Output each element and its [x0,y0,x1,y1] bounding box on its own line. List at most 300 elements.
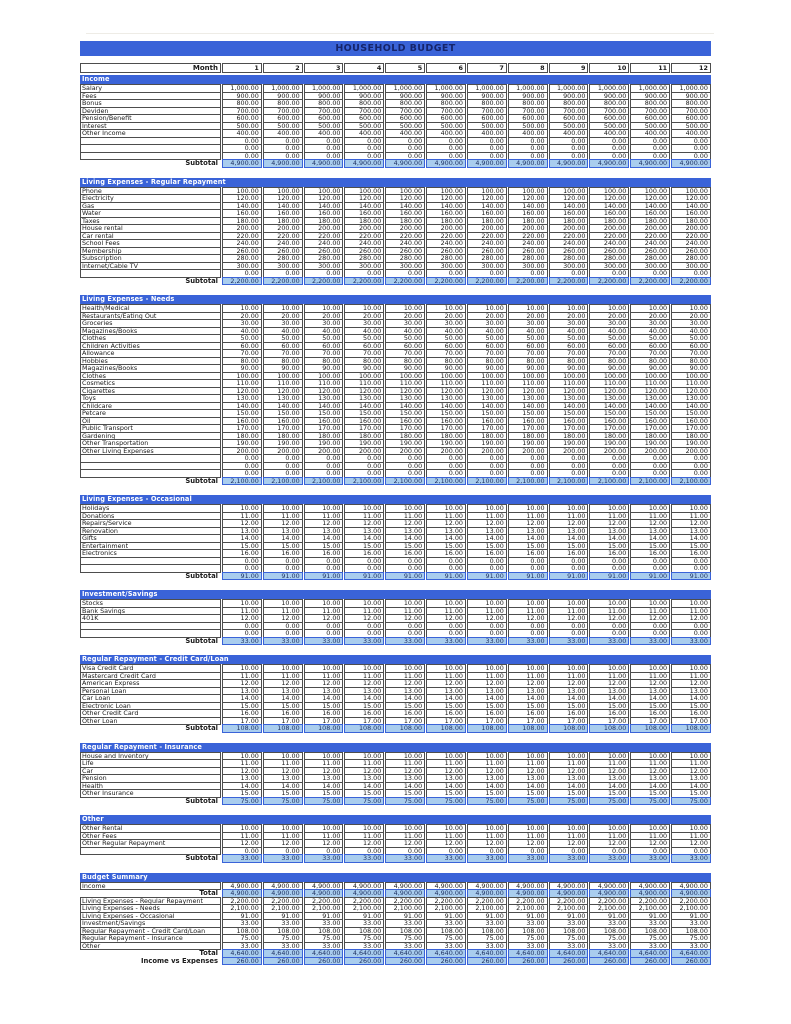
amount-cell[interactable]: 12.00 [671,767,711,776]
row-label-cell[interactable]: Pension/Benefit [80,114,221,123]
row-label-cell[interactable]: Living Expenses - Needs [80,904,221,913]
amount-cell[interactable]: 800.00 [222,99,262,108]
amount-cell[interactable]: 0.00 [385,152,425,161]
amount-cell[interactable]: 12.00 [263,614,303,623]
amount-cell[interactable]: 10.00 [589,504,629,513]
amount-cell[interactable]: 15.00 [426,702,466,711]
amount-cell[interactable]: 0.00 [671,622,711,631]
row-label-cell[interactable]: Living Expenses - Occasional [80,912,221,921]
amount-cell[interactable]: 11.00 [263,607,303,616]
amount-cell[interactable]: 120.00 [589,194,629,203]
row-label-cell[interactable]: Magazines/Books [80,327,221,336]
amount-cell[interactable]: 12.00 [671,679,711,688]
row-label-cell[interactable]: Income [80,882,221,891]
amount-cell[interactable]: 14.00 [467,534,507,543]
amount-cell[interactable]: 60.00 [304,342,344,351]
amount-cell[interactable]: 10.00 [589,824,629,833]
amount-cell[interactable]: 12.00 [304,839,344,848]
amount-cell[interactable]: 280.00 [385,254,425,263]
amount-cell[interactable]: 700.00 [385,107,425,116]
amount-cell[interactable]: 13.00 [263,527,303,536]
amount-cell[interactable]: 11.00 [426,607,466,616]
amount-cell[interactable]: 4,900.00 [304,882,344,891]
amount-cell[interactable]: 130.00 [304,394,344,403]
amount-cell[interactable]: 80.00 [344,357,384,366]
amount-cell[interactable]: 200.00 [222,224,262,233]
amount-cell[interactable]: 12.00 [385,519,425,528]
amount-cell[interactable]: 10.00 [589,304,629,313]
amount-cell[interactable]: 90.00 [263,364,303,373]
amount-cell[interactable]: 0.00 [549,137,589,146]
amount-cell[interactable]: 100.00 [630,187,670,196]
amount-cell[interactable]: 11.00 [385,832,425,841]
amount-cell[interactable]: 17.00 [222,717,262,726]
amount-cell[interactable]: 280.00 [467,254,507,263]
amount-cell[interactable]: 10.00 [549,664,589,673]
row-label-cell[interactable]: Fees [80,92,221,101]
amount-cell[interactable]: 4,900.00 [426,882,466,891]
amount-cell[interactable]: 140.00 [630,402,670,411]
row-label-cell[interactable]: Other Living Expenses [80,447,221,456]
amount-cell[interactable]: 10.00 [589,599,629,608]
amount-cell[interactable]: 280.00 [304,254,344,263]
amount-cell[interactable]: 10.00 [508,304,548,313]
amount-cell[interactable]: 0.00 [671,137,711,146]
amount-cell[interactable]: 180.00 [467,217,507,226]
amount-cell[interactable]: 0.00 [467,564,507,573]
amount-cell[interactable]: 10.00 [467,752,507,761]
amount-cell[interactable]: 33.00 [426,942,466,951]
amount-cell[interactable]: 0.00 [508,847,548,856]
amount-cell[interactable]: 130.00 [549,394,589,403]
amount-cell[interactable]: 12.00 [467,839,507,848]
amount-cell[interactable]: 200.00 [630,224,670,233]
amount-cell[interactable]: 91.00 [344,912,384,921]
amount-cell[interactable]: 50.00 [222,334,262,343]
amount-cell[interactable]: 14.00 [589,534,629,543]
amount-cell[interactable]: 120.00 [467,194,507,203]
amount-cell[interactable]: 12.00 [630,519,670,528]
amount-cell[interactable]: 800.00 [344,99,384,108]
amount-cell[interactable]: 16.00 [263,709,303,718]
amount-cell[interactable]: 0.00 [671,629,711,638]
amount-cell[interactable]: 12.00 [426,519,466,528]
amount-cell[interactable]: 13.00 [426,687,466,696]
amount-cell[interactable]: 150.00 [549,409,589,418]
amount-cell[interactable]: 10.00 [630,599,670,608]
amount-cell[interactable]: 15.00 [671,789,711,798]
amount-cell[interactable]: 170.00 [344,424,384,433]
amount-cell[interactable]: 500.00 [671,122,711,131]
amount-cell[interactable]: 170.00 [630,424,670,433]
amount-cell[interactable]: 15.00 [467,789,507,798]
amount-cell[interactable]: 60.00 [671,342,711,351]
amount-cell[interactable]: 170.00 [263,424,303,433]
amount-cell[interactable]: 0.00 [426,454,466,463]
amount-cell[interactable]: 13.00 [222,774,262,783]
amount-cell[interactable]: 11.00 [344,672,384,681]
amount-cell[interactable]: 200.00 [263,447,303,456]
amount-cell[interactable]: 12.00 [222,839,262,848]
amount-cell[interactable]: 0.00 [630,622,670,631]
amount-cell[interactable]: 12.00 [263,767,303,776]
amount-cell[interactable]: 160.00 [304,417,344,426]
amount-cell[interactable]: 17.00 [508,717,548,726]
amount-cell[interactable]: 180.00 [671,432,711,441]
amount-cell[interactable]: 10.00 [426,504,466,513]
amount-cell[interactable]: 4,900.00 [222,882,262,891]
amount-cell[interactable]: 220.00 [344,232,384,241]
amount-cell[interactable]: 50.00 [671,334,711,343]
amount-cell[interactable]: 91.00 [426,912,466,921]
amount-cell[interactable]: 11.00 [549,607,589,616]
amount-cell[interactable]: 50.00 [589,334,629,343]
amount-cell[interactable]: 10.00 [344,504,384,513]
amount-cell[interactable]: 600.00 [630,114,670,123]
amount-cell[interactable]: 20.00 [467,312,507,321]
amount-cell[interactable]: 14.00 [630,782,670,791]
amount-cell[interactable]: 11.00 [304,607,344,616]
amount-cell[interactable]: 15.00 [222,789,262,798]
amount-cell[interactable]: 17.00 [263,717,303,726]
amount-cell[interactable]: 0.00 [630,564,670,573]
amount-cell[interactable]: 80.00 [426,357,466,366]
amount-cell[interactable]: 10.00 [549,599,589,608]
row-label-cell[interactable]: Allowance [80,349,221,358]
amount-cell[interactable]: 130.00 [222,394,262,403]
amount-cell[interactable]: 160.00 [589,209,629,218]
amount-cell[interactable]: 10.00 [508,664,548,673]
amount-cell[interactable]: 160.00 [589,417,629,426]
amount-cell[interactable]: 12.00 [344,519,384,528]
amount-cell[interactable]: 0.00 [589,462,629,471]
amount-cell[interactable]: 100.00 [671,187,711,196]
row-label-cell[interactable]: 401K [80,614,221,623]
amount-cell[interactable]: 150.00 [222,409,262,418]
amount-cell[interactable]: 50.00 [630,334,670,343]
amount-cell[interactable]: 60.00 [467,342,507,351]
amount-cell[interactable]: 0.00 [344,469,384,478]
amount-cell[interactable]: 0.00 [508,469,548,478]
amount-cell[interactable]: 190.00 [222,439,262,448]
amount-cell[interactable]: 180.00 [630,432,670,441]
amount-cell[interactable]: 13.00 [630,774,670,783]
amount-cell[interactable]: 170.00 [385,424,425,433]
amount-cell[interactable]: 10.00 [304,504,344,513]
amount-cell[interactable]: 0.00 [263,847,303,856]
amount-cell[interactable]: 800.00 [630,99,670,108]
amount-cell[interactable]: 120.00 [344,387,384,396]
amount-cell[interactable]: 13.00 [344,527,384,536]
amount-cell[interactable]: 110.00 [630,379,670,388]
amount-cell[interactable]: 12.00 [344,767,384,776]
amount-cell[interactable]: 14.00 [549,782,589,791]
amount-cell[interactable]: 12.00 [630,767,670,776]
amount-cell[interactable]: 170.00 [304,424,344,433]
amount-cell[interactable]: 0.00 [304,137,344,146]
amount-cell[interactable]: 15.00 [671,542,711,551]
amount-cell[interactable]: 400.00 [304,129,344,138]
amount-cell[interactable]: 0.00 [385,469,425,478]
amount-cell[interactable]: 150.00 [508,409,548,418]
amount-cell[interactable]: 0.00 [508,152,548,161]
amount-cell[interactable]: 300.00 [426,262,466,271]
amount-cell[interactable]: 220.00 [549,232,589,241]
amount-cell[interactable]: 160.00 [263,209,303,218]
amount-cell[interactable]: 11.00 [222,512,262,521]
amount-cell[interactable]: 170.00 [671,424,711,433]
row-label-cell[interactable]: Deviden [80,107,221,116]
amount-cell[interactable]: 10.00 [222,504,262,513]
amount-cell[interactable]: 140.00 [263,402,303,411]
amount-cell[interactable]: 200.00 [467,224,507,233]
amount-cell[interactable]: 10.00 [426,664,466,673]
amount-cell[interactable]: 0.00 [549,144,589,153]
row-label-cell[interactable]: Toys [80,394,221,403]
amount-cell[interactable]: 900.00 [222,92,262,101]
amount-cell[interactable]: 75.00 [426,934,466,943]
amount-cell[interactable]: 12.00 [549,839,589,848]
amount-cell[interactable]: 800.00 [263,99,303,108]
amount-cell[interactable]: 2,100.00 [304,904,344,913]
amount-cell[interactable]: 160.00 [222,417,262,426]
amount-cell[interactable]: 0.00 [263,622,303,631]
amount-cell[interactable]: 2,100.00 [263,904,303,913]
amount-cell[interactable]: 160.00 [426,209,466,218]
amount-cell[interactable]: 800.00 [549,99,589,108]
amount-cell[interactable]: 15.00 [385,789,425,798]
amount-cell[interactable]: 14.00 [671,694,711,703]
amount-cell[interactable]: 0.00 [630,469,670,478]
amount-cell[interactable]: 10.00 [263,504,303,513]
amount-cell[interactable]: 260.00 [222,247,262,256]
row-label-cell[interactable]: Electronic Loan [80,702,221,711]
amount-cell[interactable]: 30.00 [263,319,303,328]
amount-cell[interactable]: 200.00 [549,447,589,456]
amount-cell[interactable]: 14.00 [344,694,384,703]
amount-cell[interactable]: 11.00 [630,607,670,616]
row-label-cell[interactable]: Other Insurance [80,789,221,798]
amount-cell[interactable]: 280.00 [671,254,711,263]
row-label-cell[interactable]: Other Transportation [80,439,221,448]
amount-cell[interactable]: 20.00 [426,312,466,321]
amount-cell[interactable]: 190.00 [263,439,303,448]
row-label-cell[interactable]: House and Inventory [80,752,221,761]
amount-cell[interactable]: 108.00 [263,927,303,936]
amount-cell[interactable]: 14.00 [671,534,711,543]
amount-cell[interactable]: 150.00 [344,409,384,418]
amount-cell[interactable]: 120.00 [426,194,466,203]
amount-cell[interactable]: 16.00 [549,549,589,558]
amount-cell[interactable]: 180.00 [304,217,344,226]
amount-cell[interactable]: 16.00 [467,549,507,558]
amount-cell[interactable]: 0.00 [385,454,425,463]
amount-cell[interactable]: 16.00 [263,549,303,558]
amount-cell[interactable]: 0.00 [508,454,548,463]
amount-cell[interactable]: 75.00 [671,934,711,943]
amount-cell[interactable]: 108.00 [344,927,384,936]
amount-cell[interactable]: 10.00 [222,304,262,313]
amount-cell[interactable]: 0.00 [263,144,303,153]
amount-cell[interactable]: 20.00 [549,312,589,321]
amount-cell[interactable]: 16.00 [222,549,262,558]
amount-cell[interactable]: 33.00 [630,919,670,928]
amount-cell[interactable]: 33.00 [222,942,262,951]
amount-cell[interactable]: 11.00 [426,832,466,841]
amount-cell[interactable]: 11.00 [426,512,466,521]
amount-cell[interactable]: 33.00 [426,919,466,928]
amount-cell[interactable]: 2,100.00 [630,904,670,913]
amount-cell[interactable]: 140.00 [671,202,711,211]
amount-cell[interactable]: 120.00 [222,387,262,396]
amount-cell[interactable]: 108.00 [222,927,262,936]
amount-cell[interactable]: 0.00 [222,462,262,471]
amount-cell[interactable]: 2,100.00 [589,904,629,913]
amount-cell[interactable]: 50.00 [304,334,344,343]
amount-cell[interactable]: 14.00 [304,694,344,703]
amount-cell[interactable]: 13.00 [426,774,466,783]
amount-cell[interactable]: 150.00 [589,409,629,418]
amount-cell[interactable]: 260.00 [344,247,384,256]
amount-cell[interactable]: 14.00 [508,782,548,791]
amount-cell[interactable]: 2,200.00 [426,897,466,906]
amount-cell[interactable]: 180.00 [467,432,507,441]
amount-cell[interactable]: 40.00 [426,327,466,336]
amount-cell[interactable]: 0.00 [385,557,425,566]
amount-cell[interactable]: 90.00 [508,364,548,373]
amount-cell[interactable]: 10.00 [304,664,344,673]
amount-cell[interactable]: 400.00 [671,129,711,138]
amount-cell[interactable]: 260.00 [385,247,425,256]
amount-cell[interactable]: 12.00 [385,614,425,623]
amount-cell[interactable]: 90.00 [385,364,425,373]
amount-cell[interactable]: 12.00 [263,519,303,528]
amount-cell[interactable]: 300.00 [508,262,548,271]
amount-cell[interactable]: 40.00 [385,327,425,336]
amount-cell[interactable]: 13.00 [589,687,629,696]
amount-cell[interactable]: 0.00 [630,152,670,161]
amount-cell[interactable]: 120.00 [549,387,589,396]
amount-cell[interactable]: 0.00 [467,622,507,631]
amount-cell[interactable]: 100.00 [508,372,548,381]
amount-cell[interactable]: 15.00 [630,702,670,711]
row-label-cell[interactable]: Restaurants/Eating Out [80,312,221,321]
amount-cell[interactable]: 40.00 [508,327,548,336]
amount-cell[interactable]: 15.00 [426,789,466,798]
amount-cell[interactable]: 110.00 [508,379,548,388]
row-label-cell[interactable]: Membership [80,247,221,256]
amount-cell[interactable]: 91.00 [467,912,507,921]
amount-cell[interactable]: 0.00 [589,622,629,631]
amount-cell[interactable]: 900.00 [385,92,425,101]
amount-cell[interactable]: 10.00 [549,304,589,313]
amount-cell[interactable]: 0.00 [222,564,262,573]
row-label-cell[interactable]: Regular Repayment - Insurance [80,934,221,943]
amount-cell[interactable]: 120.00 [549,194,589,203]
amount-cell[interactable]: 0.00 [263,137,303,146]
amount-cell[interactable]: 11.00 [630,512,670,521]
amount-cell[interactable]: 800.00 [304,99,344,108]
amount-cell[interactable]: 900.00 [344,92,384,101]
amount-cell[interactable]: 12.00 [630,679,670,688]
amount-cell[interactable]: 0.00 [304,152,344,161]
amount-cell[interactable]: 0.00 [671,469,711,478]
amount-cell[interactable]: 140.00 [385,402,425,411]
amount-cell[interactable]: 600.00 [426,114,466,123]
amount-cell[interactable]: 140.00 [222,202,262,211]
amount-cell[interactable]: 10.00 [222,752,262,761]
amount-cell[interactable]: 12.00 [304,614,344,623]
amount-cell[interactable]: 12.00 [344,679,384,688]
amount-cell[interactable]: 500.00 [549,122,589,131]
amount-cell[interactable]: 16.00 [426,549,466,558]
amount-cell[interactable]: 11.00 [344,759,384,768]
amount-cell[interactable]: 160.00 [549,417,589,426]
amount-cell[interactable]: 13.00 [508,687,548,696]
amount-cell[interactable]: 300.00 [671,262,711,271]
row-label-cell[interactable]: House rental [80,224,221,233]
row-label-cell[interactable]: Other Income [80,129,221,138]
amount-cell[interactable]: 0.00 [549,269,589,278]
amount-cell[interactable]: 900.00 [263,92,303,101]
amount-cell[interactable]: 180.00 [508,217,548,226]
amount-cell[interactable]: 75.00 [385,934,425,943]
amount-cell[interactable]: 4,900.00 [671,882,711,891]
amount-cell[interactable]: 120.00 [467,387,507,396]
amount-cell[interactable]: 15.00 [304,542,344,551]
row-label-cell[interactable]: Life [80,759,221,768]
row-label-cell[interactable]: Other Fees [80,832,221,841]
amount-cell[interactable]: 500.00 [630,122,670,131]
amount-cell[interactable]: 10.00 [426,599,466,608]
row-label-cell[interactable]: Salary [80,84,221,93]
amount-cell[interactable]: 70.00 [344,349,384,358]
amount-cell[interactable]: 170.00 [467,424,507,433]
amount-cell[interactable]: 0.00 [304,144,344,153]
amount-cell[interactable]: 50.00 [263,334,303,343]
amount-cell[interactable]: 800.00 [589,99,629,108]
amount-cell[interactable]: 14.00 [385,782,425,791]
amount-cell[interactable]: 16.00 [671,709,711,718]
amount-cell[interactable]: 0.00 [222,152,262,161]
amount-cell[interactable]: 12.00 [589,679,629,688]
amount-cell[interactable]: 108.00 [304,927,344,936]
amount-cell[interactable]: 10.00 [263,824,303,833]
amount-cell[interactable]: 10.00 [426,752,466,761]
amount-cell[interactable]: 0.00 [263,462,303,471]
row-label-cell[interactable]: Gardening [80,432,221,441]
amount-cell[interactable]: 160.00 [671,417,711,426]
amount-cell[interactable]: 0.00 [426,462,466,471]
amount-cell[interactable]: 10.00 [263,599,303,608]
amount-cell[interactable]: 0.00 [385,622,425,631]
amount-cell[interactable]: 70.00 [589,349,629,358]
amount-cell[interactable]: 0.00 [426,144,466,153]
amount-cell[interactable]: 0.00 [222,847,262,856]
amount-cell[interactable]: 50.00 [508,334,548,343]
amount-cell[interactable]: 100.00 [467,372,507,381]
amount-cell[interactable]: 14.00 [385,694,425,703]
amount-cell[interactable]: 280.00 [630,254,670,263]
row-label-cell[interactable]: Personal Loan [80,687,221,696]
amount-cell[interactable]: 2,200.00 [467,897,507,906]
amount-cell[interactable]: 900.00 [589,92,629,101]
amount-cell[interactable]: 2,200.00 [263,897,303,906]
amount-cell[interactable]: 150.00 [304,409,344,418]
amount-cell[interactable]: 14.00 [589,694,629,703]
amount-cell[interactable]: 180.00 [385,432,425,441]
amount-cell[interactable]: 190.00 [344,439,384,448]
